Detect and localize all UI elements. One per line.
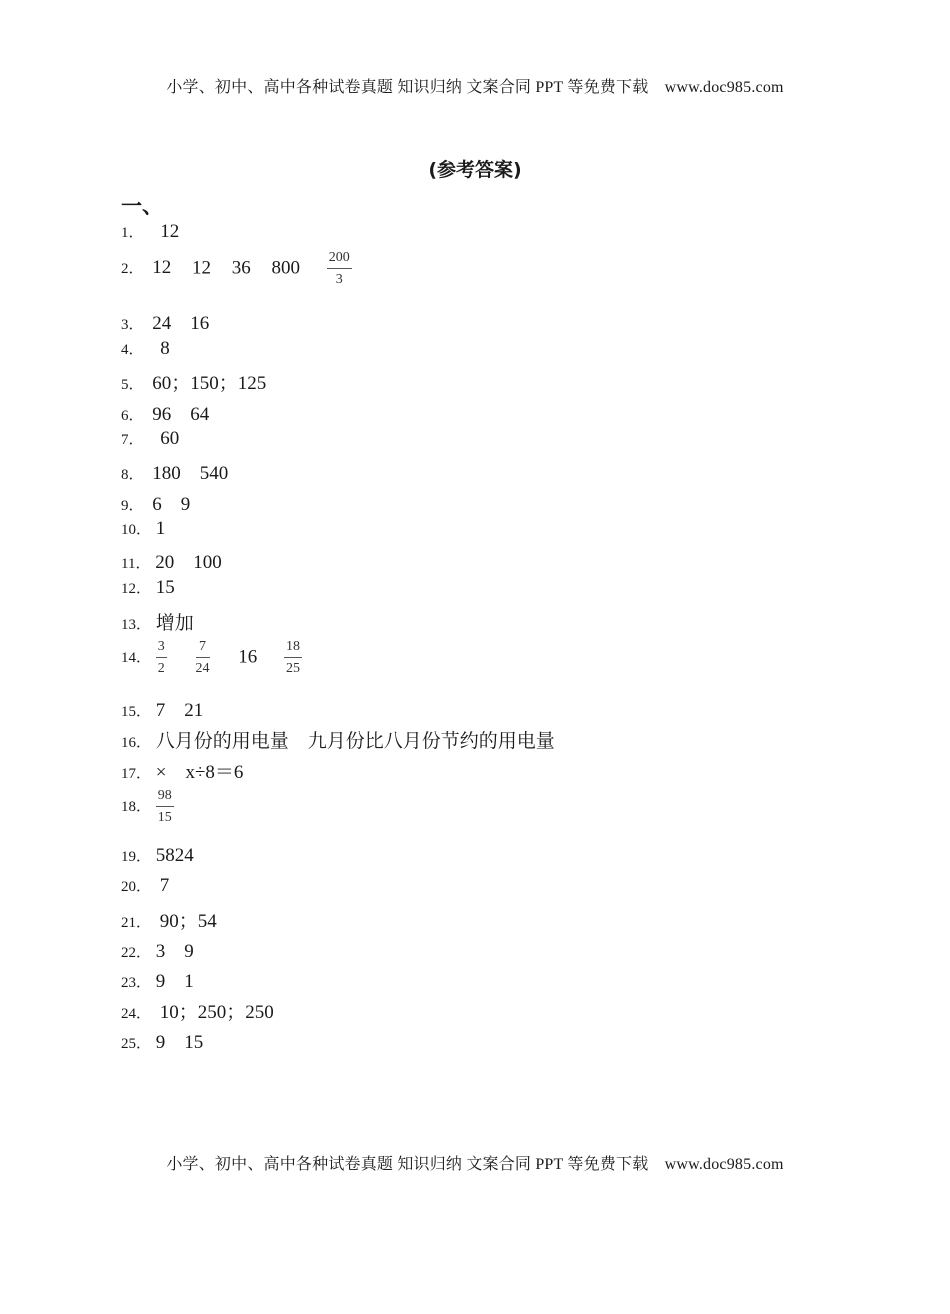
answer-3: 3． 24 16 [121,313,210,334]
answer-20: 20． 7 [121,875,170,896]
answer-1: 1． 12 [121,221,180,242]
answer-2: 2． 12 12 36 800 $\frac{200}{3}$ [121,250,350,287]
answer-7: 7． 60 [121,428,180,449]
answer-23: 23． 9 1 [121,971,194,992]
answer-6: 6． 96 64 [121,404,210,425]
fraction-3-2: $\frac{3}{2}$ [157,639,165,676]
answer-10: 10． 1 [121,518,166,539]
answer-15: 15． 7 21 [121,700,204,721]
page-footer: 小学、初中、高中各种试卷真题 知识归纳 文案合同 PPT 等免费下载 www.doc985.com [166,1156,784,1173]
answer-16: 16． 八月份的用电量 九月份比八月份节约的用电量 [121,731,555,752]
answer-14: 14． $\frac{3}{2}$ $\frac{7}{24}$ 16 $\frac{18}{25}$ [121,639,301,676]
answer-18: 18． $\frac{98}{15}$ [121,788,172,825]
answer-9: 9． 6 9 [121,494,191,515]
answer-22: 22． 3 9 [121,941,194,962]
answer-12: 12． 15 [121,577,175,598]
answer-11: 11． 20 100 [121,552,222,573]
answer-4: 4． 8 [121,338,170,359]
answer-21: 21． 90；54 [121,911,217,932]
answer-19: 19． 5824 [121,845,194,866]
answer-24: 24． 10；250；250 [121,1002,274,1023]
section-heading: 一、 [121,194,163,218]
answer-17: 17． × x÷8＝6 [121,762,244,783]
fraction-7-24: $\frac{7}{24}$ [195,639,210,676]
answer-5: 5． 60；150；125 [121,373,267,394]
fraction-200-3: $\frac{200}{3}$ [328,250,350,287]
answer-25: 25． 9 15 [121,1032,204,1053]
fraction-98-15: $\frac{98}{15}$ [157,788,172,825]
page-header: 小学、初中、高中各种试卷真题 知识归纳 文案合同 PPT 等免费下载 www.doc985.com [166,79,784,96]
answer-13: 13． 增加 [121,613,194,634]
answer-8: 8． 180 540 [121,463,229,484]
page-title: (参考答案) [428,159,522,181]
fraction-18-25: $\frac{18}{25}$ [286,639,301,676]
